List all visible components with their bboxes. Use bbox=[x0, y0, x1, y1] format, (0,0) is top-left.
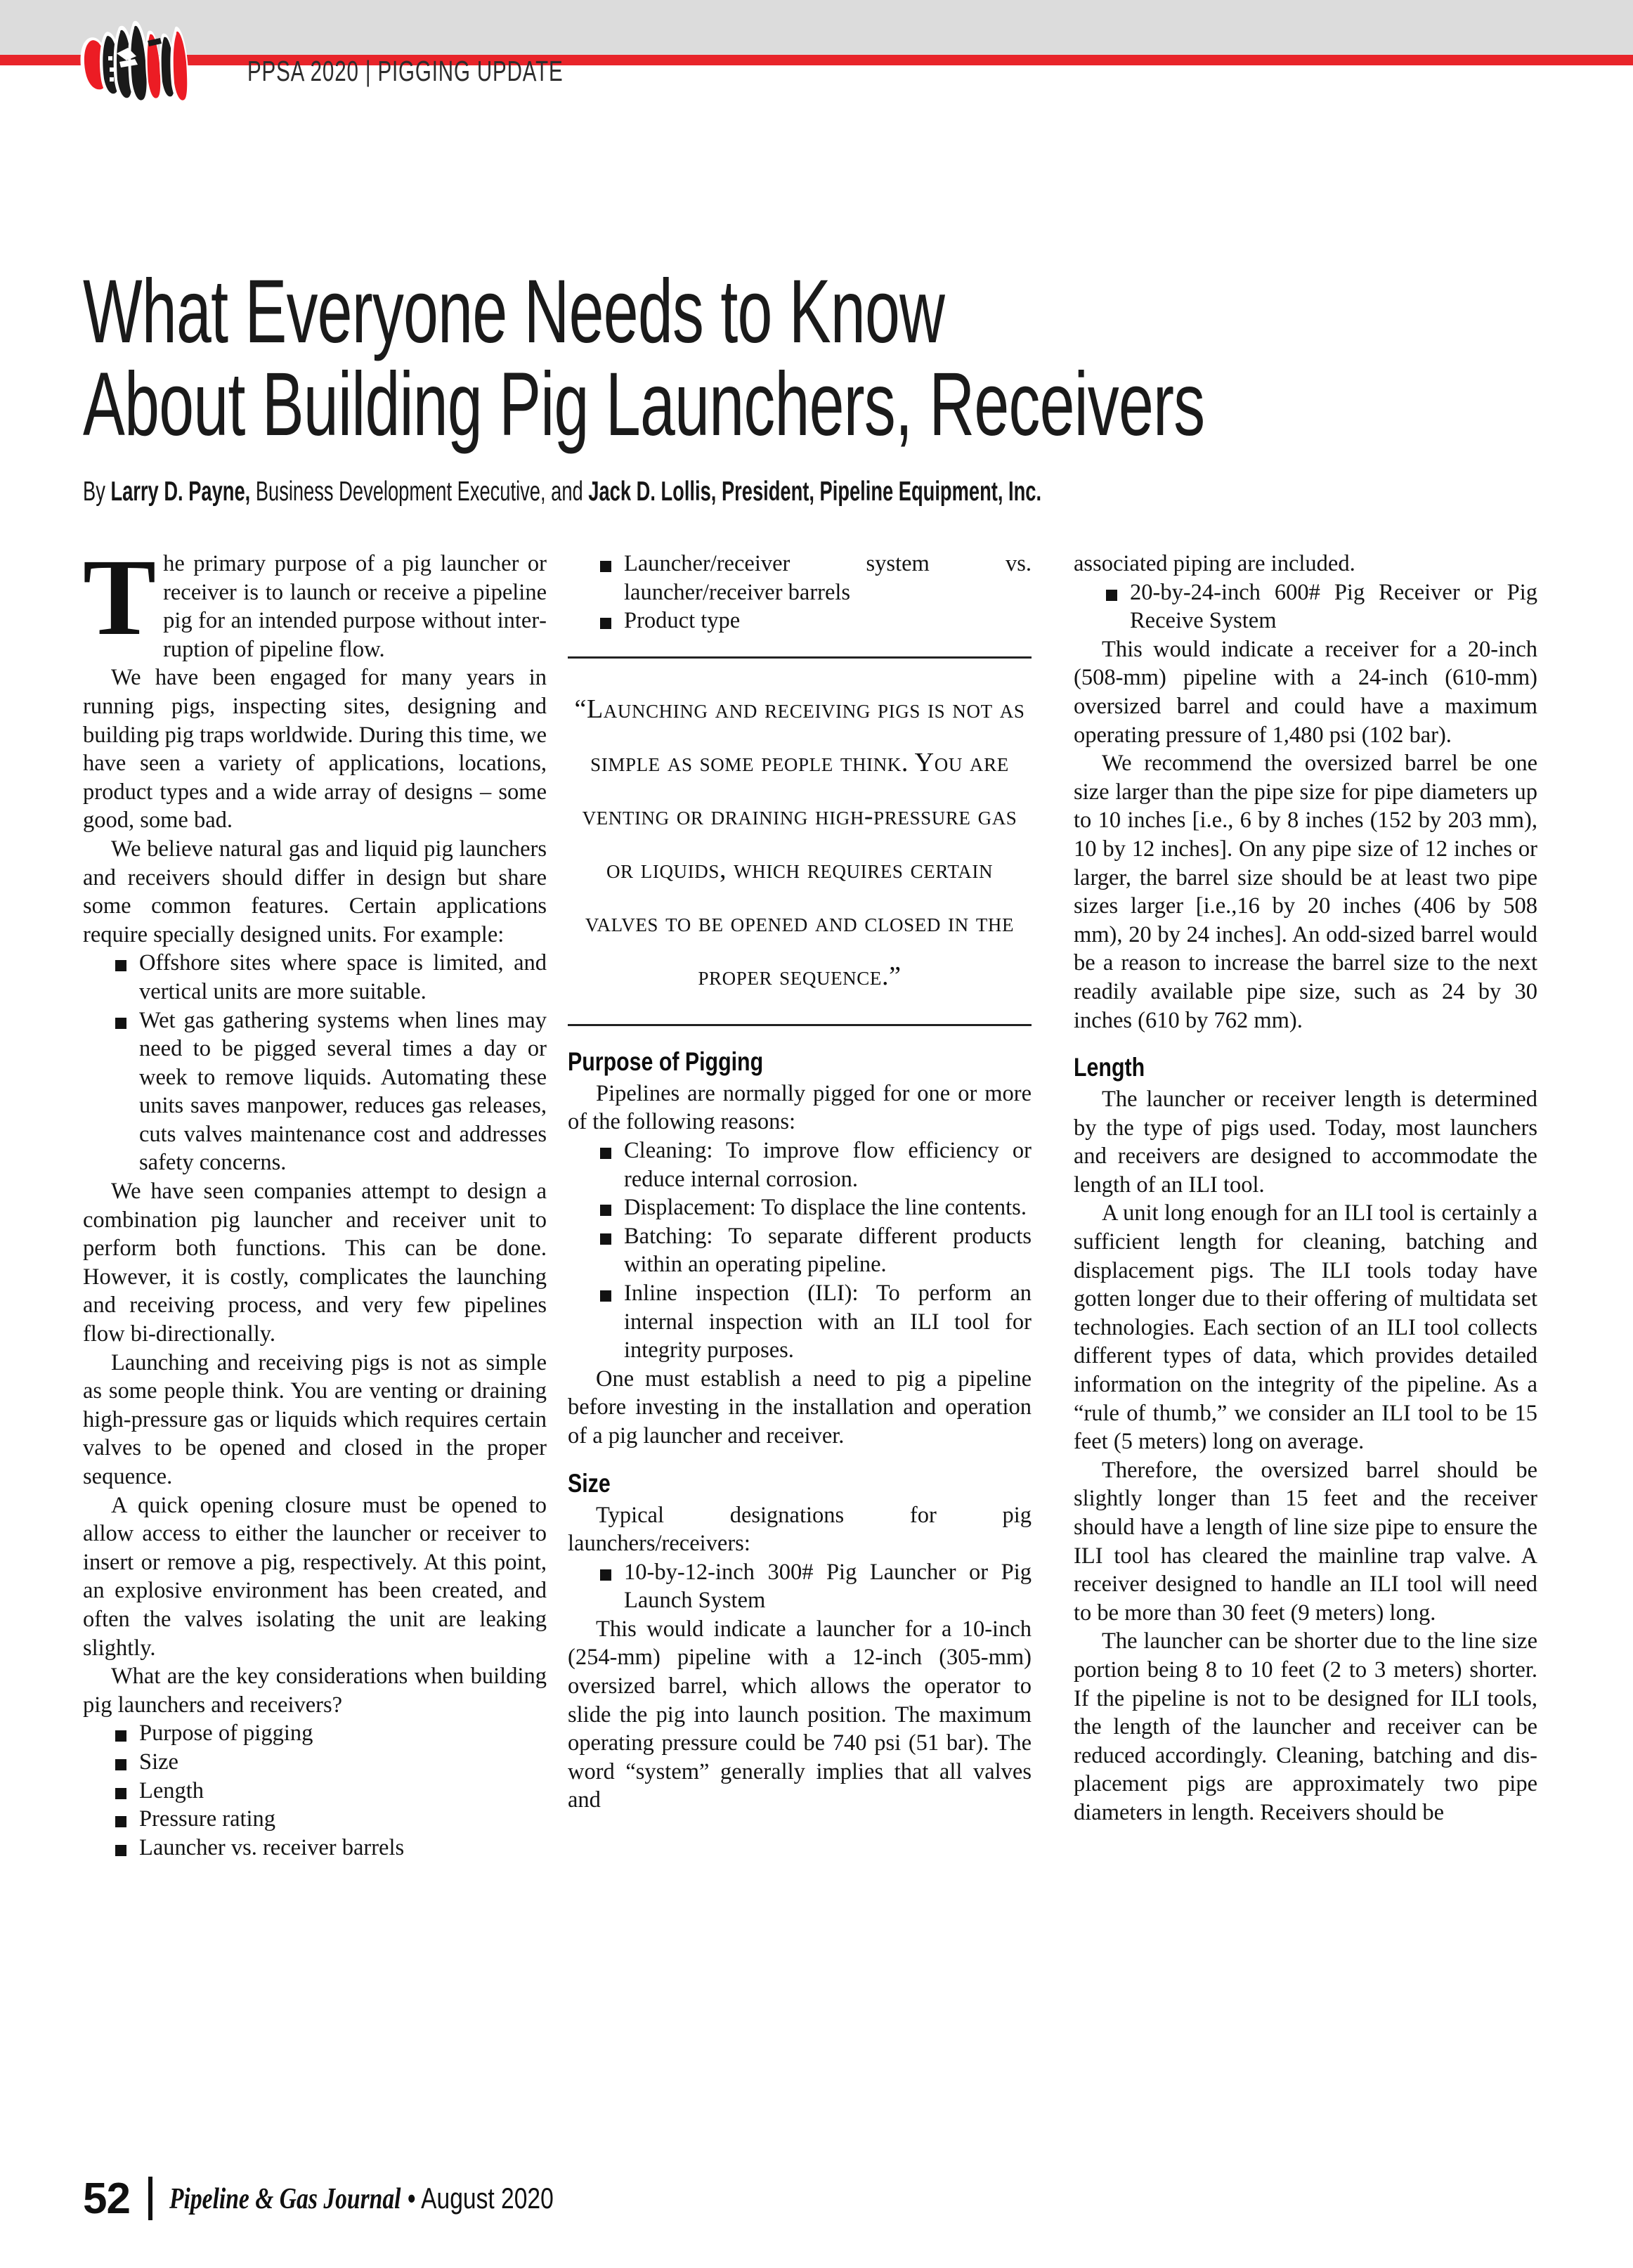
list-item-label: Pressure rating bbox=[139, 1806, 276, 1832]
page-footer bbox=[83, 2170, 649, 2227]
bullet-list-size-designations-continued bbox=[1074, 578, 1537, 635]
paragraph: Pipelines are normally pigged for one or more of the following reasons: bbox=[568, 1080, 1032, 1135]
square-bullet-icon bbox=[115, 1788, 126, 1799]
byline-author-2: Jack D. Lollis, President, Pipeline Equipment, Inc. bbox=[588, 477, 1042, 507]
list-item bbox=[1105, 578, 1537, 635]
square-bullet-icon bbox=[1106, 590, 1117, 601]
square-bullet-icon bbox=[115, 1730, 126, 1742]
list-item-label: Wet gas gathering systems when lines may need to be pigged several times a day or week to remove liquids. Automating these units saves manpower, reduces gas releases, cuts valves maintenance cost and addresses safety concerns. bbox=[139, 1007, 547, 1176]
masthead-red-rule bbox=[0, 55, 1633, 65]
paragraph: Launching and receiving pigs is not as simple as some people think. You are venting or draining high-pressure gas or liquids which requires certain valves to be opened and closed in the proper sequence. bbox=[83, 1349, 547, 1489]
paragraph: This would indicate a launcher for a 10-inch (254-mm) pipeline with a 12-inch (305-mm) oversized barrel, which allows the operator to slide the pig into launch position. The maximum operating pressure could be 740 psi (51 bar). The word “system” generally implies that all valves and bbox=[568, 1616, 1032, 1813]
square-bullet-icon bbox=[115, 1845, 126, 1856]
byline-author-1-role: Business Development Executive, and bbox=[250, 477, 589, 507]
paragraph: associated piping are included. bbox=[1074, 551, 1355, 576]
list-item bbox=[599, 1279, 1032, 1365]
list-item bbox=[114, 949, 547, 1006]
list-item-label: Purpose of pigging bbox=[139, 1721, 313, 1747]
list-item bbox=[599, 1193, 1032, 1222]
body-column-3 bbox=[1074, 550, 1537, 1827]
paragraph: Therefore, the oversized barrel should be slightly longer than 15 feet and the receiver should have a length of line size pipe to ensure the ILI tool has cleared the mainline trap valve. A receiver designed to handle an ILI tool will need to be more than 30 feet (9 meters) long. bbox=[1074, 1457, 1537, 1626]
paragraph: This would indicate a receiver for a 20-inch (508-mm) pipeline with a 24-inch (610-mm) oversized barrel and could have a maximum operating pressure of 1,480 psi (102 bar). bbox=[1074, 636, 1537, 748]
footer-divider bbox=[148, 2177, 152, 2220]
bullet-list-size-designations bbox=[568, 1558, 1032, 1615]
list-item-label: Product type bbox=[624, 608, 741, 634]
section-heading-purpose-of-pigging: Purpose of Pigging bbox=[568, 1046, 764, 1076]
list-item bbox=[599, 607, 1032, 635]
ppsa-pig-logo-icon bbox=[77, 20, 239, 104]
paragraph: We have been engaged for many years in running pigs, inspecting sites, designing and building pig traps worldwide. During this time, we have seen a variety of applications, locations, product types and a wide array of designs – some good, some bad. bbox=[83, 665, 547, 834]
list-item bbox=[114, 1834, 547, 1862]
paragraph: We recommend the oversized barrel be one size larger than the pipe size for pipe diameters up to 10 inches [i.e., 6 by 8 inches (152 by 203 mm), 10 by 12 inches]. On any pipe size of 12 inches or larger, the barrel size should be at least two pipe sizes larger [i.e.,16 by 20 inches (406 by 508 mm), 20 by 24 inches]. An odd-sized barrel would be a reason to increase the barrel size to the next readily available pipe size, such as 24 by 30 inches (610 by 762 mm). bbox=[1074, 751, 1537, 1033]
paragraph: A quick opening closure must be opened to allow access to either the launcher or receiver to insert or remove a pig, respectively. At this point, an explosive environment has been created, and often the valves isolating the unit are leaking slightly. bbox=[83, 1492, 547, 1661]
list-item bbox=[599, 1558, 1032, 1615]
body-column-2 bbox=[568, 550, 1032, 1815]
list-item bbox=[114, 1719, 547, 1748]
section-heading-length: Length bbox=[1074, 1053, 1145, 1082]
paragraph: What are the key considerations when building pig launchers and receivers? bbox=[83, 1664, 547, 1718]
square-bullet-icon bbox=[115, 1816, 126, 1827]
paragraph: The launcher or receiver length is determined by the type of pigs used. Today, most launchers and receivers are designed to accommodate the length of an ILI tool. bbox=[1074, 1087, 1537, 1198]
footer-journal-name: Pipeline & Gas Journal bbox=[169, 2182, 401, 2215]
bullet-list-considerations-continued bbox=[568, 550, 1032, 635]
square-bullet-icon bbox=[115, 1018, 126, 1029]
list-item-label: Cleaning: To improve flow efficiency or reduce internal corrosion. bbox=[624, 1137, 1032, 1192]
square-bullet-icon bbox=[600, 561, 611, 572]
square-bullet-icon bbox=[600, 618, 611, 629]
list-item bbox=[599, 1222, 1032, 1279]
list-item-label: Launcher/receiver system vs. launcher/receiver barrels bbox=[624, 551, 1032, 605]
bullet-list-considerations bbox=[83, 1719, 547, 1862]
square-bullet-icon bbox=[600, 1569, 611, 1581]
masthead-band bbox=[0, 0, 1633, 55]
paragraph: We have seen companies attempt to design a combination pig launcher and receiver unit to perform both functions. This can be done. However, it is costly, complicates the launching and receiving process, and very few pipelines flow bi-directionally. bbox=[83, 1179, 547, 1347]
byline-author-1: Larry D. Payne, bbox=[110, 477, 251, 507]
paragraph bbox=[83, 536, 547, 663]
list-item-label: Size bbox=[139, 1749, 178, 1775]
square-bullet-icon bbox=[600, 1290, 611, 1302]
footer-issue: • August 2020 bbox=[401, 2181, 554, 2215]
page-title bbox=[83, 261, 1559, 455]
square-bullet-icon bbox=[115, 1759, 126, 1770]
paragraph: We believe natural gas and liquid pig launchers and receivers should differ in design but share some common features. Certain applications require specially designed units. For example: bbox=[83, 836, 547, 947]
section-heading-size: Size bbox=[568, 1468, 611, 1498]
list-item bbox=[114, 1777, 547, 1806]
pull-quote: “Launching and receiving pigs is not as simple as some people think. You are venting or draining high-pressure gas or liquids, which requires certain valves to be opened and closed in the proper sequence.” bbox=[568, 656, 1032, 1026]
square-bullet-icon bbox=[600, 1233, 611, 1245]
paragraph: A unit long enough for an ILI tool is certainly a sufficient length for cleaning, batching and displacement pigs. The ILI tools today have gotten longer due to their offering of multidata set technologies. Each section of an ILI tool collects different types of data, which provides detailed information on the integrity of the pipeline. As a “rule of thumb,” we consider an ILI tool to be 15 feet (5 meters) long on average. bbox=[1074, 1200, 1537, 1455]
list-item-label: Inline inspection (ILI): To perform an internal inspection with an ILI tool for integrity purposes. bbox=[624, 1280, 1032, 1363]
paragraph-text: he primary purpose of a pig launcher or receiver is to launch or receive a pipeline pig for an intended purpose without interruption of pipeline flow. bbox=[163, 551, 547, 662]
list-item bbox=[114, 1805, 547, 1834]
bullet-list-examples bbox=[83, 949, 547, 1177]
list-item bbox=[599, 1136, 1032, 1193]
list-item bbox=[114, 1006, 547, 1178]
page-title-line-2: About Building Pig Launchers, Receivers bbox=[83, 354, 1205, 455]
list-item-label: 10-by-12-inch 300# Pig Launcher or Pig Launch System bbox=[624, 1559, 1032, 1614]
list-item-label: Offshore sites where space is limited, and vertical units are more suitable. bbox=[139, 950, 547, 1004]
drop-cap: T bbox=[83, 536, 157, 658]
page-number: 52 bbox=[83, 2174, 130, 2223]
masthead-kicker: PPSA 2020 | PIGGING UPDATE bbox=[247, 55, 564, 87]
square-bullet-icon bbox=[600, 1148, 611, 1159]
bullet-list-pigging-reasons bbox=[568, 1136, 1032, 1365]
footer-journal-line bbox=[169, 2182, 554, 2216]
byline-prefix: By bbox=[83, 477, 111, 507]
square-bullet-icon bbox=[115, 960, 126, 971]
list-item-label: Displacement: To displace the line contents. bbox=[624, 1195, 1027, 1221]
paragraph: The launcher can be shorter due to the line size portion being 8 to 10 feet (2 to 3 meters) shorter. If the pipeline is not to be designed for ILI tools, the length of the launcher and receiver can be reduced accordingly. Cleaning, batching and displacement pigs are approximately two pipe diameters in length. Receivers should be bbox=[1074, 1628, 1537, 1825]
square-bullet-icon bbox=[600, 1205, 611, 1216]
paragraph: Typical designations for pig launchers/receivers: bbox=[568, 1502, 1032, 1557]
body-column-1 bbox=[83, 536, 547, 1862]
list-item-label: Length bbox=[139, 1777, 204, 1803]
page-title-line-1: What Everyone Needs to Know bbox=[83, 261, 945, 362]
list-item bbox=[114, 1748, 547, 1777]
paragraph: One must establish a need to pig a pipeline before investing in the installation and operation of a pig launcher and receiver. bbox=[568, 1366, 1032, 1449]
list-item bbox=[599, 550, 1032, 607]
list-item-label: 20-by-24-inch 600# Pig Receiver or Pig Receive System bbox=[1130, 579, 1537, 634]
list-item-label: Batching: To separate different products within an operating pipeline. bbox=[624, 1223, 1032, 1278]
byline bbox=[83, 477, 1041, 507]
list-item-label: Launcher vs. receiver barrels bbox=[139, 1834, 405, 1860]
